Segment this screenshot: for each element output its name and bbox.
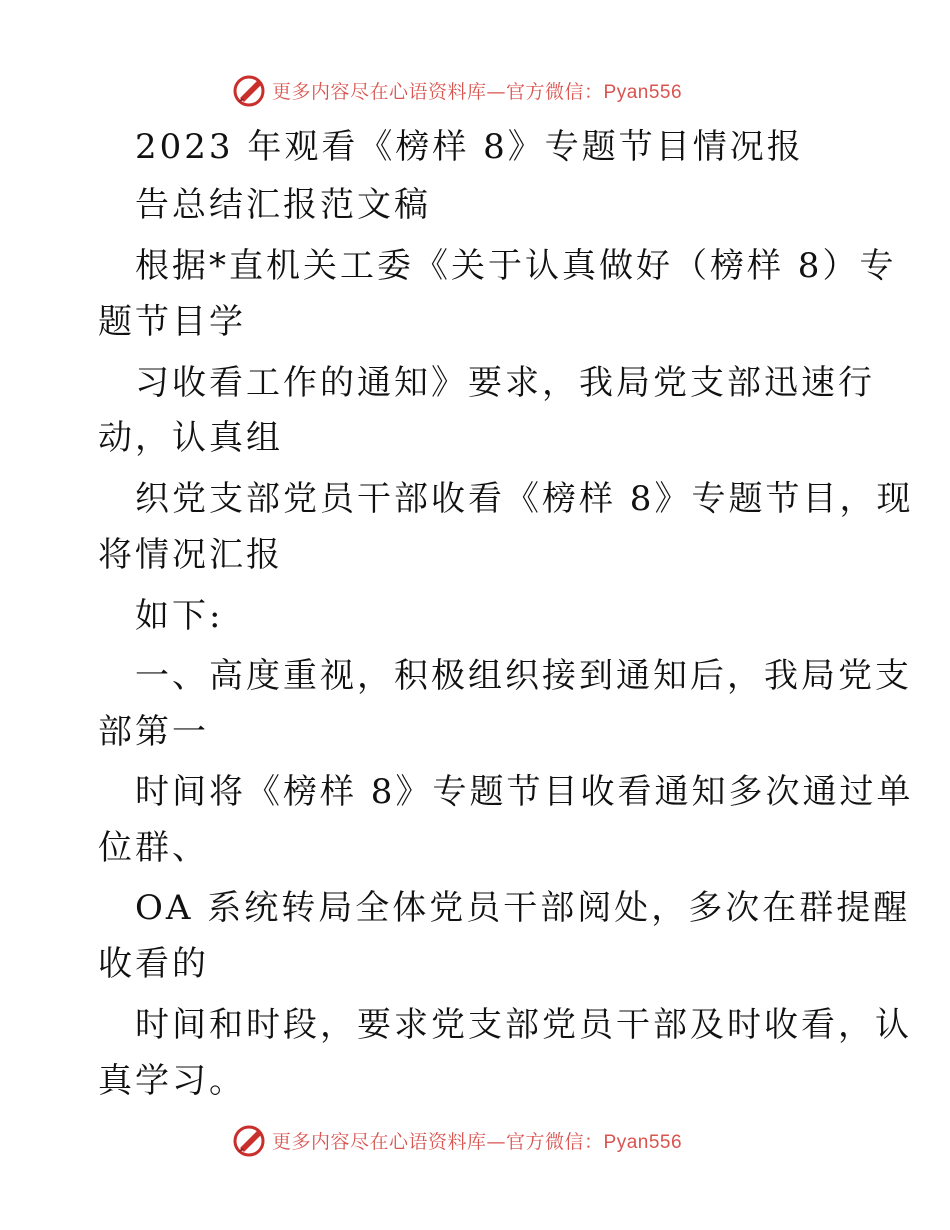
doc-line: OA 系统转局全体党员干部阅处，多次在群提醒 [135, 888, 911, 928]
doc-line: 根据*直机关工委《关于认真做好（榜样 8）专 [135, 246, 897, 286]
footer-banner-text: 更多内容尽在心语资料库—官方微信：Pyan556 [272, 1130, 683, 1153]
doc-line: 位群、 [98, 828, 209, 868]
doc-line: 2023 年观看《榜样 8》专题节目情况报 [135, 127, 804, 167]
doc-line: 如下: [135, 596, 224, 636]
header-banner [232, 70, 682, 110]
doc-line: 收看的 [98, 944, 209, 984]
footer-banner [232, 1120, 682, 1160]
pen-logo-icon [232, 72, 268, 108]
doc-line: 时间和时段，要求党支部党员干部及时收看，认 [135, 1005, 912, 1045]
doc-line: 一、高度重视，积极组织接到通知后，我局党支 [135, 656, 912, 696]
doc-line: 将情况汇报 [98, 535, 283, 575]
doc-line: 习收看工作的通知》要求，我局党支部迅速行 [135, 363, 875, 403]
header-banner-text: 更多内容尽在心语资料库—官方微信：Pyan556 [272, 80, 683, 103]
doc-line: 真学习。 [98, 1061, 246, 1101]
doc-line: 部第一 [98, 712, 209, 752]
doc-line: 题节目学 [98, 302, 246, 342]
doc-line: 告总结汇报范文稿 [135, 185, 431, 225]
doc-line: 动，认真组 [98, 418, 283, 458]
doc-line: 时间将《榜样 8》专题节目收看通知多次通过单 [135, 772, 914, 812]
doc-line: 织党支部党员干部收看《榜样 8》专题节目，现 [135, 479, 914, 519]
pen-logo-icon [232, 1122, 268, 1158]
